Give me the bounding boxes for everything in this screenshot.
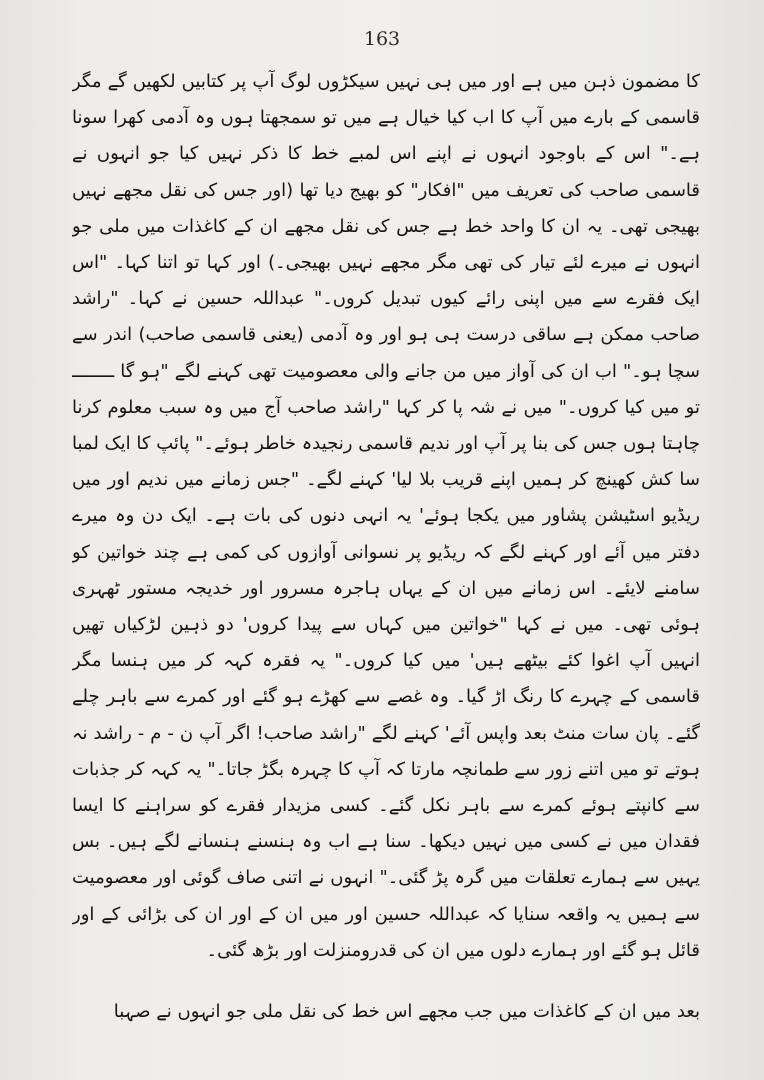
- paragraph-main: کا مضمون ذہن میں ہے اور میں ہی نہیں سیکڑوں لوگ آپ پر کتابیں لکھیں گے مگر قاسمی کے بارے میں آپ کا اب کیا خیال ہے میں تو سمجھتا ہوں وہ آدمی کھرا سونا ہے۔" اس کے باوجود انہوں نے اپنے اس لمبے خط کا ذکر نہیں کیا جو انہوں نے قاسمی صاحب کی تعریف میں "افکار" کو بھیج دیا تھا (اور جس کی نقل مجھے نہیں بھیجی تھی۔ یہ ان کا واحد خط ہے جس کی نقل مجھے ان کے کاغذات میں ملی جو انہوں نے میرے لئے تیار کی تھی مگر مجھے نہیں بھیجی۔) اور کہا تو اتنا کہا۔ "اس ایک فقرے سے میں اپنی رائے کیوں تبدیل کروں۔" عبداللہ حسین نے کہا۔ "راشد صاحب ممکن ہے ساقی درست ہی ہو اور وہ آدمی (یعنی قاسمی صاحب) اندر سے سچا ہو۔" اب ان کی آواز میں من جانے والی معصومیت تھی کہنے لگے "ہو گا ــــــــ تو میں کیا کروں۔" میں نے شہ پا کر کہا "راشد صاحب آج میں وہ سبب معلوم کرنا چاہتا ہوں جس کی بنا پر آپ اور ندیم قاسمی رنجیدہ خاطر ہوئے۔" پائپ کا ایک لمبا سا کش کھینچ کر ہمیں اپنے قریب بلا لیا' کہنے لگے۔ "جس زمانے میں ندیم اور میں ریڈیو اسٹیشن پشاور میں یکجا ہوئے' یہ انہی دنوں کی بات ہے۔ ایک دن وہ میرے دفتر میں آئے اور کہنے لگے کہ ریڈیو پر نسوانی آوازوں کی کمی ہے چند خواتین کو سامنے لایئے۔ اس زمانے میں ان کے یہاں ہاجرہ مسرور اور خدیجہ مستور ٹھہری ہوئی تھی۔ میں نے کہا "خواتین میں کہاں سے پیدا کروں' دو ذہین لڑکیاں تھیں انہیں آپ اغوا کئے بیٹھے ہیں' میں کیا کروں۔" یہ فقرہ کہہ کر میں ہنسا مگر قاسمی کے چہرے کا رنگ اڑ گیا۔ وہ غصے سے کھڑے ہو گئے اور کمرے سے باہر چلے گئے۔ پان سات منٹ بعد واپس آئے' کہنے لگے "راشد صاحب! اگر آپ ن - م - راشد نہ ہوتے تو میں اتنے زور سے طمانچہ مارتا کہ آپ کا چہرہ بگڑ جاتا۔" یہ کہہ کر جذبات سے کانپتے ہوئے کمرے سے باہر نکل گئے۔ کسی مزیدار فقرے کو سراہنے کا ایسا فقدان میں نے کسی میں نہیں دیکھا۔ سنا ہے اب وہ ہنسنے ہنسانے لگے ہیں۔ بس یہیں سے ہمارے تعلقات میں گرہ پڑ گئی۔" انہوں نے اتنی صاف گوئی اور معصومیت سے ہمیں یہ واقعہ سنایا کہ عبداللہ حسین اور میں ان کے اور ان کی بڑائی کے اور قائل ہو گئے اور ہمارے دلوں میں ان کی قدرومنزلت اور بڑھ گئی۔: [72, 71, 700, 961]
- page-number: 163: [363, 28, 401, 50]
- paragraph-continuation: بعد میں ان کے کاغذات میں جب مجھے اس خط کی نقل ملی جو انہوں نے صہبا: [113, 1001, 700, 1022]
